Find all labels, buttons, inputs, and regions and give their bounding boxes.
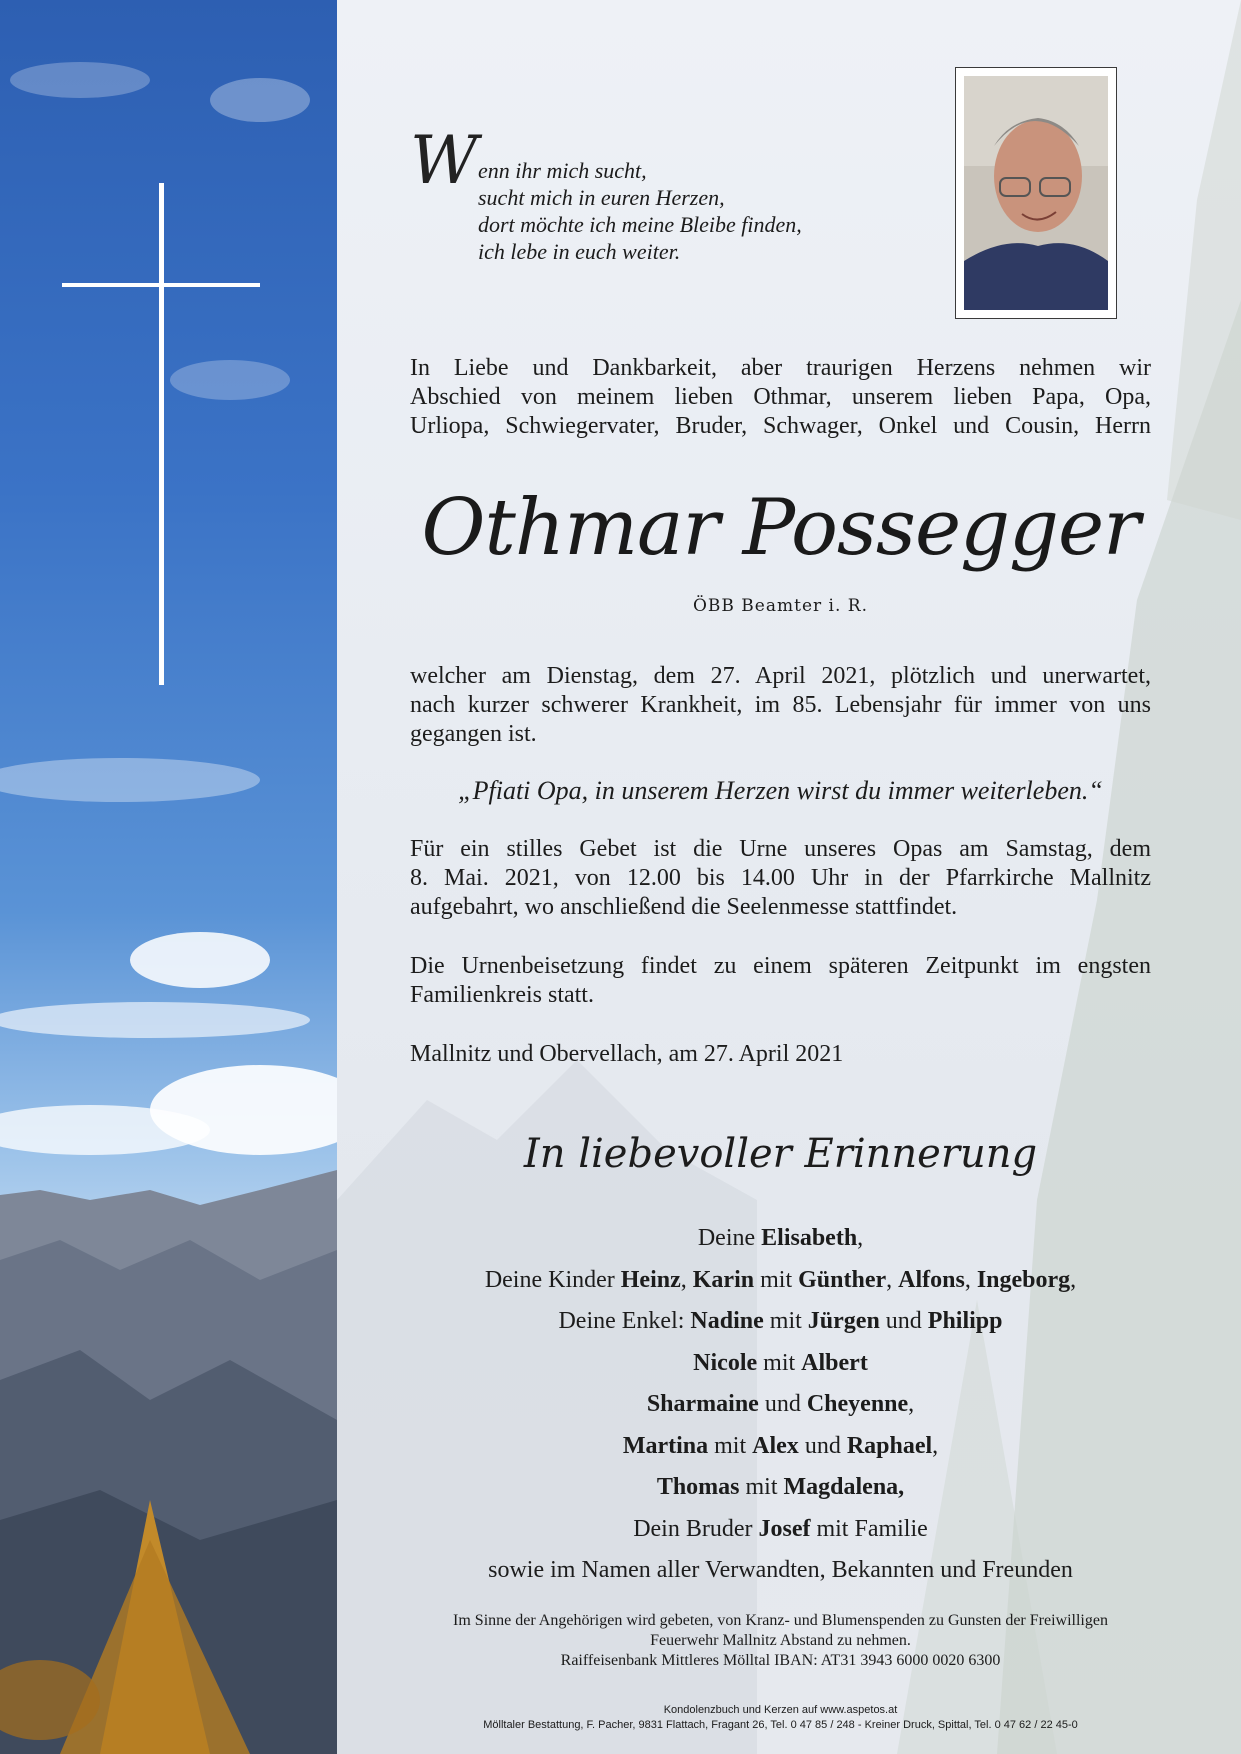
family-text: sowie im Namen aller Verwandten, Bekannten und Freunden — [488, 1557, 1073, 1583]
place-date — [410, 1040, 1151, 1069]
family-name: Albert — [801, 1349, 868, 1376]
passing-paragraph — [410, 662, 1151, 749]
intro-line: In Liebe und Dankbarkeit, aber traurigen Herzens nehmen wir — [410, 355, 1151, 381]
family-text: , — [857, 1225, 864, 1251]
family-name: Karin — [692, 1266, 755, 1293]
family-row — [410, 1509, 1151, 1551]
family-name: Ingeborg — [976, 1266, 1071, 1293]
family-text: mit — [763, 1308, 808, 1334]
burial-line: Familienkreis statt. — [410, 982, 594, 1008]
portrait-image — [964, 76, 1108, 310]
notice-line: Im Sinne der Angehörigen wird gebeten, von Kranz- und Blumenspenden zu Gunsten der Freiwilligen — [453, 1612, 1108, 1629]
family-text: , — [680, 1266, 693, 1293]
prayer-line: 8. Mai. 2021, von 12.00 bis 14.00 Uhr in der Pfarrkirche Mallnitz — [410, 865, 1151, 891]
family-text: , — [964, 1266, 977, 1293]
family-text: und — [879, 1308, 928, 1334]
family-row — [410, 1260, 1151, 1302]
family-name: Alex — [752, 1432, 799, 1459]
poem-line: sucht mich in euren Herzen, — [478, 185, 725, 210]
poem-line: enn ihr mich sucht, — [478, 158, 647, 183]
family-text: mit — [757, 1349, 802, 1376]
intro-paragraph — [410, 354, 1151, 441]
family-text: Deine — [697, 1225, 762, 1251]
sky-mountain-panel — [0, 0, 337, 1754]
prayer-line: aufgebahrt, wo anschließend die Seelenmesse stattfindet. — [410, 894, 958, 920]
cross-icon — [159, 183, 164, 685]
family-text: , — [1070, 1266, 1077, 1293]
deceased-title: ÖBB Beamter i. R. — [692, 596, 868, 616]
family-name: Nadine — [690, 1308, 764, 1334]
footer-line: Mölltaler Bestattung, F. Pacher, 9831 Flattach, Fragant 26, Tel. 0 47 85 / 248 - Kreiner Druck, Spittal, Tel. 0 47 62 / 22 45-0 — [483, 1719, 1078, 1731]
family-row — [410, 1426, 1151, 1468]
family-name: Alfons — [898, 1266, 965, 1293]
family-row — [410, 1467, 1151, 1509]
family-name: Cheyenne — [806, 1391, 909, 1417]
passing-line: welcher am Dienstag, dem 27. April 2021, plötzlich und unerwartet, — [410, 663, 1151, 689]
family-text: mit — [739, 1474, 784, 1500]
footer — [410, 1703, 1151, 1733]
family-name: Josef — [758, 1515, 811, 1542]
family-list — [410, 1218, 1151, 1592]
family-row — [410, 1218, 1151, 1260]
family-text: , — [886, 1266, 899, 1293]
deceased-name: Othmar Possegger — [421, 483, 1140, 573]
memory-title: In liebevoller Erinnerung — [523, 1131, 1038, 1177]
family-name: Heinz — [620, 1266, 681, 1293]
family-name: Raphael — [846, 1432, 933, 1459]
family-text: mit Familie — [810, 1515, 928, 1542]
poem-initial: W — [410, 122, 478, 199]
family-row — [410, 1384, 1151, 1426]
cross-icon-bar — [62, 283, 260, 287]
family-text: und — [798, 1432, 847, 1459]
burial-line: Die Urnenbeisetzung findet zu einem späteren Zeitpunkt im engsten — [410, 953, 1151, 979]
family-text: mit — [754, 1266, 799, 1293]
family-name: Günther — [798, 1266, 887, 1293]
notice-line: Feuerwehr Mallnitz Abstand zu nehmen. — [650, 1632, 911, 1649]
family-name: Elisabeth — [761, 1225, 858, 1251]
intro-line: Abschied von meinem lieben Othmar, unserem lieben Papa, Opa, — [410, 384, 1151, 410]
portrait-photo — [955, 67, 1117, 319]
passing-line: nach kurzer schwerer Krankheit, im 85. Lebensjahr für immer von uns — [410, 692, 1151, 718]
family-name: Thomas — [656, 1474, 740, 1500]
footer-line: Kondolenzbuch und Kerzen auf www.aspetos.at — [663, 1704, 898, 1716]
donation-notice — [410, 1611, 1151, 1671]
family-text: und — [758, 1391, 807, 1417]
quote: „Pfiati Opa, in unserem Herzen wirst du immer weiterleben.“ — [458, 776, 1103, 805]
notice-line: Raiffeisenbank Mittleres Mölltal IBAN: AT31 3943 6000 0020 6300 — [560, 1652, 1001, 1669]
family-row — [410, 1301, 1151, 1343]
poem-line: ich lebe in euch weiter. — [478, 239, 681, 264]
prayer-paragraph — [410, 835, 1151, 922]
intro-line: Urliopa, Schwiegervater, Bruder, Schwager, Onkel und Cousin, Herrn — [410, 413, 1151, 439]
family-name: Philipp — [927, 1308, 1003, 1334]
family-text: Deine Enkel: — [558, 1308, 691, 1334]
passing-line: gegangen ist. — [410, 721, 537, 747]
family-name: Jürgen — [807, 1308, 880, 1334]
burial-paragraph — [410, 952, 1151, 1010]
family-row — [410, 1343, 1151, 1385]
place-date-text: Mallnitz und Obervellach, am 27. April 2021 — [410, 1041, 844, 1067]
family-text: , — [932, 1432, 939, 1459]
family-name: Nicole — [693, 1349, 758, 1376]
family-name: Sharmaine — [646, 1391, 759, 1417]
prayer-line: Für ein stilles Gebet ist die Urne unseres Opas am Samstag, dem — [410, 836, 1151, 862]
family-text: , — [908, 1391, 915, 1417]
landscape-illustration — [0, 0, 337, 1754]
family-name: Magdalena, — [783, 1474, 905, 1500]
poem-line: dort möchte ich meine Bleibe finden, — [478, 212, 802, 237]
family-name: Martina — [622, 1432, 709, 1459]
family-text: mit — [708, 1432, 753, 1459]
family-text: Dein Bruder — [633, 1515, 759, 1542]
family-row — [410, 1550, 1151, 1592]
family-text: Deine Kinder — [484, 1266, 621, 1293]
